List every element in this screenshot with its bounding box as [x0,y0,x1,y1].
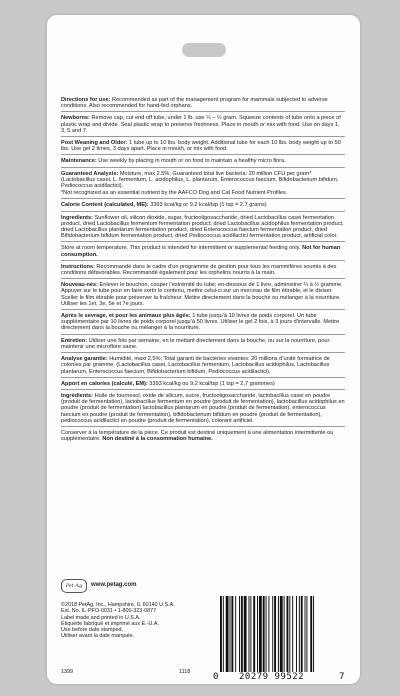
ingredients-fr-paragraph [61,393,345,424]
storage-paragraph [61,245,345,257]
post-weaning-paragraph [61,140,345,152]
barcode-bar [266,596,267,672]
maintenance-paragraph [61,158,345,164]
barcode-bar [272,596,273,672]
barcode-bar [226,596,229,672]
info-line: Use before date stamped. [61,627,124,634]
barcode-bar [257,596,258,672]
product-label-card [47,15,360,684]
barcode-bar [301,596,303,672]
newborns-text: Remove cap, cut end off tube, under 1 lb. use ¼ – ½ gram. Squeeze contents of tube onto a piece of plastic wrap and divide. Seal plastic wrap to preserve freshness. Place in mouth or mix with food. Use on days 1, 3, 5 and 7. [61,115,341,134]
divider [61,136,345,137]
calorie-text: 3393 kcal/kg or 9.2 kcal/tsp (1 tsp = 2.7 grams) [148,202,267,209]
upc-barcode [213,596,347,684]
hang-hole [182,43,226,57]
info-line: Est. No. IL-PFO-0031 • 1-800-323-0877 [61,608,157,615]
divider [61,352,345,353]
ingredients-text: Sunflower oil, silicon dioxide, sugar, fructooligosaccharide, dried Lactobacillus casei fermentation product, dried Lactobacillus fermentum fermentation product, dried Lactobacillus acidophilus fermentation product, dried Lactobacillus plantarum fermentation product, dried Enterococcus faecium fermentation product, dried Bifidobacterium bifidum fermentation product, dried Pediococcus acidilactici fermentation product, artificial color. [61,214,344,240]
barcode-bar [268,596,269,672]
analyse-text: Humidité, maxi 2,5%; Total garanti de bactéries vivantes: 20 millions d’unité formatrice de colonies par gramme. (Lactobacillus casei, Lactobacillus fermentum, Lactobacillus acidophilus, Lactobacillus plantarum, Enterococcus faecium, Bifidobacterium bifidum, Pediococcus acidilactici). [61,356,330,375]
divider [61,154,345,155]
apport-label: Apport en calories (calculé, EM): [61,380,148,387]
website-link[interactable]: www.petag.com [91,582,137,588]
apport-text: 3393 kcal/kg ou 9,2 kcal/tsp (1 tsp = 2,7 grammes) [147,380,275,387]
apres-sevrage-paragraph [61,313,345,332]
nouveaux-nes-text: Enlever le bouchon, couper l’extrémité du tube; en-dessous de 1 livre, administrer ¼ à ½ gramme. Appuyer sur le tube pour en faire sortir le contenu, mettre celui-ci sur un morceau de film étirable, et le diviser. Sceller le film étirable pour préserver la fraîcheur. Mettre directement dans la bouche ou mélanger à la nourriture. Utiliser les 1er, 3e, 5e et 7e jours. [61,282,343,307]
analyse-paragraph [61,356,345,375]
barcode-bar [299,596,300,672]
conserver-warning: Non destiné à la consommation humaine. [102,436,213,443]
instructions-text: Recommandé dans le cadre d’un programme de gestion pour tous les mammifères soumis à des conditions défavorables. Recommandé également pour les orphelins nourris à la main. [61,263,337,277]
storage-warning: Not for human consumption. [61,245,341,258]
maintenance-label: Maintenance: [61,158,97,165]
barcode-bar [289,596,290,672]
nouveaux-nes-paragraph [61,282,345,307]
directions-label: Directions for use: [61,97,111,103]
barcode-bar [250,596,251,672]
manufacturer-info [61,602,201,640]
apres-sevrage-text: 1 tube jusqu’à 10 livres de poids corporel. Un tube supplémentaire par 10 livres de poids corporel jusqu’à 50 livres. Utiliser le gel 2 fois, à 3 jours d’intervalle. Mettre directement dans la bouche ou mélanger à la nourriture. [61,313,340,332]
barcode-bar [235,596,236,672]
divider [61,167,345,168]
petag-logo: Pet-Ag [61,579,87,593]
barcode-bars [219,596,343,672]
barcode-bar [231,596,233,672]
barcode-bar [278,596,279,672]
instructions-label: Instructions: [61,263,95,270]
divider [61,211,345,212]
newborns-paragraph [61,115,345,134]
barcode-bar [305,596,306,672]
barcode-bar [223,596,224,672]
barcode-bar [287,596,289,672]
divider [61,198,345,199]
instructions-paragraph [61,264,345,276]
barcode-number-right: 7 [339,672,345,682]
divider [61,309,345,310]
barcode-bar [284,596,285,672]
info-line: Label made and printed in U.S.A. [61,614,141,621]
barcode-number-middle: 20279 99522 [239,672,305,682]
nouveaux-nes-label: Nouveau-nés: [61,282,98,289]
ingredients-fr-label: Ingrédients: [61,392,94,399]
entretien-text: Utiliser une fois par semaine, en le mettant directement dans la bouche, ou sur la nourriture, pour maintenir une microflore saine. [61,337,330,350]
analyse-label: Analyse garantie: [61,356,108,363]
divider [61,389,345,390]
barcode-bar [313,596,314,672]
ingredients-label: Ingredients: [61,214,94,221]
barcode-bar [259,596,262,672]
conserver-text: Conserver à la température de la pièce. Ce produit est destiné uniquement à une alimentation intermittente ou supplémentaire. [61,429,334,443]
barcode-bar [292,596,293,672]
barcode-bar [239,596,240,672]
barcode-bar [263,596,265,672]
barcode-bar [249,596,250,672]
guaranteed-analysis-paragraph [61,171,345,190]
barcode-bar [296,596,297,672]
ingredients-fr-text: Huile de tournesol, oxide de silicum, sucre, fructooligosaccharide, lactobacillus casei en poudre (produit de fermentation), lactobacillus fermentum en poudre (produit de fermentation), lactobacillus acidophilus en poudre (produit de fermentation) lactobacillus plantarum en poudre (produit de fermentation), enterococcus faecium en poudre (produit de fermentation), bifidobacterium bifidum en poudre (produit de fermentation), pediococcus acidilactici en poudre (produit de fermentation), colorant artificiel. [61,392,345,424]
divider [61,426,345,427]
barcode-bar [306,596,307,672]
barcode-bar [310,596,312,672]
barcode-bar [220,596,222,672]
info-line: Étiquette fabriqué et imprimé aux É.-U.A. [61,620,159,627]
barcode-bar [280,596,283,672]
aafco-note: *Not recognized as an essential nutrient by the AAFCO Dog and Cat Food Nutrient Profiles. [61,190,288,197]
code-left: 1399 [61,669,73,675]
divider [61,334,345,335]
lot-codes [61,669,211,675]
divider [61,260,345,261]
post-weaning-text: 1 tube up to 10 lbs. body weight. Additional tube for each 10 lbs. body weight up to 50 lbs. Use gel 2 times, 3 days apart. Place in mouth, or mix with food. [61,140,341,153]
conserver-paragraph [61,430,345,442]
guaranteed-analysis-label: Guaranteed Analysis: [61,170,119,177]
barcode-bar [230,596,231,672]
info-line: Utiliser avant la date marquée. [61,633,135,640]
apport-paragraph [61,381,345,387]
directions-text: Recommended as part of the management program for mammals subjected to adverse conditions. Also recommended for hand-fed orphans. [61,97,328,110]
barcode-bar [274,596,276,672]
code-right: 1118 [179,669,191,675]
divider [61,241,345,242]
barcode-bar [241,596,243,672]
barcode-bar [253,596,255,672]
maintenance-text: Use weekly by placing in mouth or on food to maintain a healthy micro flora. [96,158,286,165]
calorie-paragraph [61,202,345,208]
entretien-paragraph [61,338,345,350]
barcode-number [213,674,347,684]
divider [61,111,345,112]
barcode-number-left: 0 [213,672,219,682]
divider [61,278,345,279]
storage-text: Store at room temperature. This product is intended for intermittent or supplemental feeding only. [61,245,303,252]
newborns-label: Newborns: [61,115,90,122]
ingredients-paragraph [61,215,345,240]
label-footer [61,576,345,684]
barcode-bar [244,596,247,672]
calorie-label: Calorie Content (calculated, ME): [61,202,149,209]
guaranteed-analysis-text: Moisture, max 2.5%; Guaranteed total live bacteria: 20 million CFU per gram* (Lactobacillus casei, L. fermentum, L. acidophilus, L. plantarum, Enterococcus faecium, Bifidobacterium bifidum, Pediococcus acidilactici). [61,170,339,190]
divider [61,377,345,378]
apres-sevrage-label: Après le sevrage, et pour les animaux plus âgés: [61,313,191,320]
post-weaning-label: Post Weaning and Older: [61,140,128,147]
directions-paragraph [61,97,345,109]
entretien-label: Entretien: [61,337,88,344]
info-line: ©2018 PetAg, Inc., Hampshire, IL 60140 U.S.A. [61,602,175,608]
label-text [61,97,345,443]
